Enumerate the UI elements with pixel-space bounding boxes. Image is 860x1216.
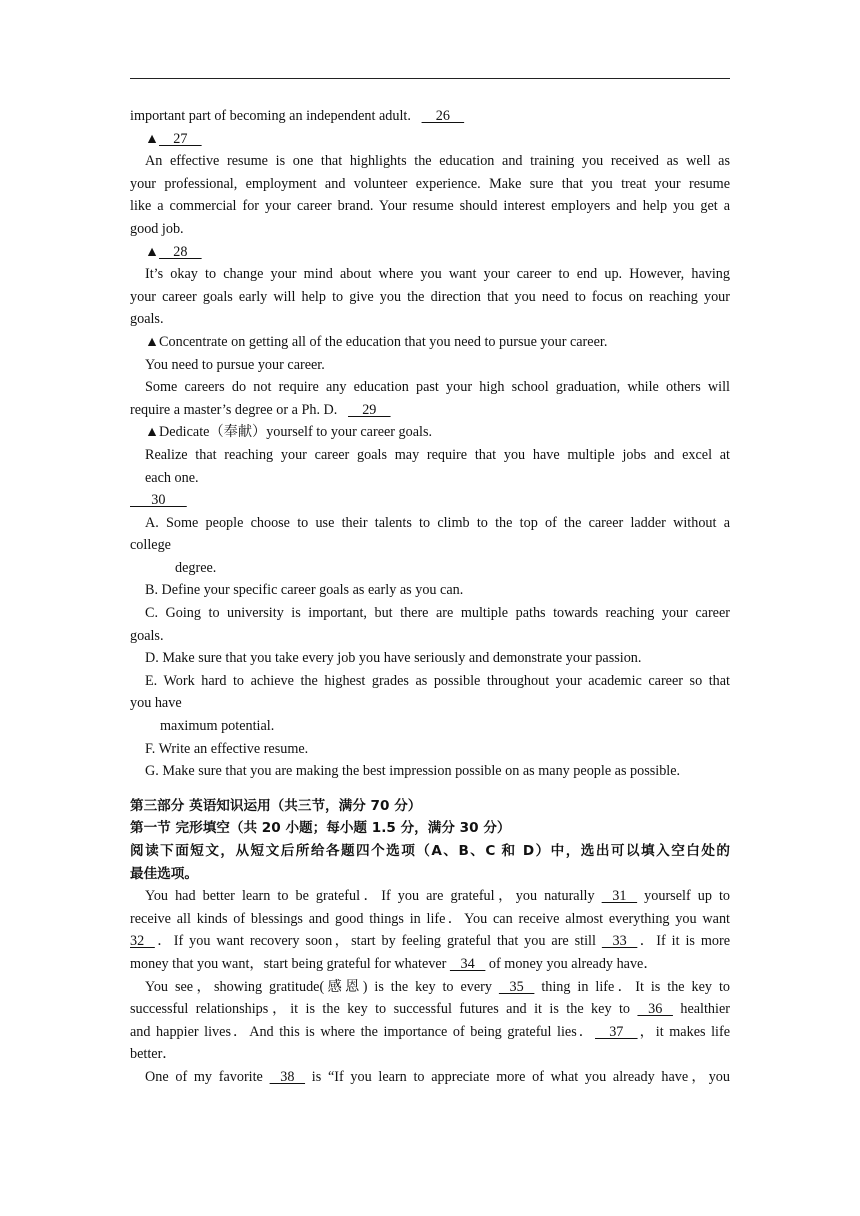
resume-line-3: like a commercial for your career brand. Your resume should interest employers and help you get a xyxy=(130,198,730,215)
option-e-line-2: you have xyxy=(130,695,182,712)
resume-line-1: An effective resume is one that highlights the education and training you received as well as xyxy=(145,153,730,170)
text: ．If you want recovery soon，start by feeling grateful that you are still xyxy=(154,933,596,950)
text-line xyxy=(130,105,730,128)
text: You had better learn to be grateful．If you are grateful，you naturally xyxy=(145,888,595,905)
blank-31: 31 xyxy=(601,888,638,905)
cloze-line-4 xyxy=(130,953,730,976)
cloze-line-2: receive all kinds of blessings and good things in life．You can receive almost everything you want xyxy=(130,910,730,927)
text: and happier lives．And this is where the importance of being grateful lies． xyxy=(130,1023,595,1040)
text: ，it makes life xyxy=(637,1023,730,1040)
option-d: D. Make sure that you take every job you have seriously and demonstrate your passion. xyxy=(145,650,642,667)
some-careers-line-2 xyxy=(130,399,730,422)
mind-line-3: goals. xyxy=(130,311,164,328)
option-b: B. Define your specific career goals as early as you can. xyxy=(145,582,464,599)
pursue-line: You need to pursue your career. xyxy=(145,356,325,373)
cloze-line-1 xyxy=(130,885,730,908)
mind-line-1: It’s okay to change your mind about where you want your career to end up. However, having xyxy=(145,266,730,283)
option-a-line-1: A. Some people choose to use their talents to climb to the top of the career ladder without a xyxy=(145,514,730,531)
option-e-line-3: maximum potential. xyxy=(160,718,275,735)
text: successful relationships，it is the key to successful futures and it is the key to xyxy=(130,1001,631,1018)
cloze-line-3 xyxy=(130,930,730,953)
cloze-line-7 xyxy=(130,1021,730,1044)
blank-35: 35 xyxy=(498,978,535,995)
document-page xyxy=(130,105,730,1089)
resume-line-4: good job. xyxy=(130,220,184,237)
text: You see，showing gratitude(感恩) is the key to every xyxy=(145,978,492,995)
option-a-line-3: degree. xyxy=(175,559,217,576)
spacer xyxy=(130,783,730,795)
text: money that you want，start being grateful for whatever xyxy=(130,955,447,972)
option-c-line-1: C. Going to university is important, but there are multiple paths towards reaching your career xyxy=(145,605,730,622)
cloze-line-9 xyxy=(130,1066,730,1089)
text: important part of becoming an independent adult. xyxy=(130,108,411,124)
blank-28: 28 xyxy=(159,243,202,260)
blank-38: 38 xyxy=(269,1068,306,1085)
text: of money you already have． xyxy=(488,955,658,972)
instructions-line-2: 最佳选项。 xyxy=(130,865,198,882)
realize-line-1: Realize that reaching your career goals may require that you have multiple jobs and excel at xyxy=(145,446,730,463)
blank-line-30 xyxy=(130,489,730,512)
blank-33: 33 xyxy=(601,933,638,950)
section-heading: 第三部分 英语知识运用（共三节，满分 70 分） xyxy=(130,797,422,814)
text: is “If you learn to appreciate more of what you already have，you xyxy=(311,1068,730,1085)
option-g: G. Make sure that you are making the best impression possible on as many people as possible. xyxy=(145,763,681,780)
blank-36: 36 xyxy=(637,1001,673,1018)
cloze-line-6 xyxy=(130,998,730,1021)
dedicate-line: ▲Dedicate（奉献）yourself to your career goals. xyxy=(145,424,433,441)
some-careers-line-1: Some careers do not require any education past your high school graduation, while others will xyxy=(145,379,730,396)
blank-34: 34 xyxy=(449,955,486,972)
instructions-line-1: 阅读下面短文，从短文后所给各题四个选项（A、B、C 和 D）中，选出可以填入空白处的 xyxy=(130,843,730,859)
blank-27: 27 xyxy=(159,130,202,147)
blank-26: 26 xyxy=(421,108,465,124)
blank-29: 29 xyxy=(348,401,391,418)
cloze-line-5 xyxy=(130,976,730,999)
blank-line-27 xyxy=(130,128,730,151)
option-c-line-2: goals. xyxy=(130,627,164,644)
option-e-line-1: E. Work hard to achieve the highest grades as possible throughout your academic career so that xyxy=(145,672,730,689)
blank-line-28 xyxy=(130,241,730,264)
triangle-marker: ▲ xyxy=(145,243,160,260)
text: require a master’s degree or a Ph. D. xyxy=(130,401,338,418)
mind-line-2: your career goals early will help to give you the direction that you need to focus on reaching your xyxy=(130,288,730,305)
text: One of my favorite xyxy=(145,1068,263,1085)
text: healthier xyxy=(680,1001,730,1018)
text: yourself up to xyxy=(644,888,731,905)
subsection-heading: 第一节 完形填空（共 20 小题；每小题 1.5 分，满分 30 分） xyxy=(130,820,511,837)
text: thing in life．It is the key to xyxy=(541,978,730,995)
text: ．If it is more xyxy=(637,933,731,950)
resume-line-2: your professional, employment and volunteer experience. Make sure that you treat your resume xyxy=(130,175,730,192)
blank-37: 37 xyxy=(595,1023,638,1040)
realize-line-2: each one. xyxy=(145,469,199,486)
cloze-line-8: better． xyxy=(130,1046,177,1063)
triangle-marker: ▲ xyxy=(145,130,160,147)
blank-30: 30 xyxy=(130,492,187,509)
concentrate-line: ▲Concentrate on getting all of the education that you need to pursue your career. xyxy=(145,333,608,350)
option-f: F. Write an effective resume. xyxy=(145,740,309,757)
blank-32: 32 xyxy=(130,933,155,950)
header-rule xyxy=(130,78,730,79)
option-a-line-2: college xyxy=(130,537,171,554)
